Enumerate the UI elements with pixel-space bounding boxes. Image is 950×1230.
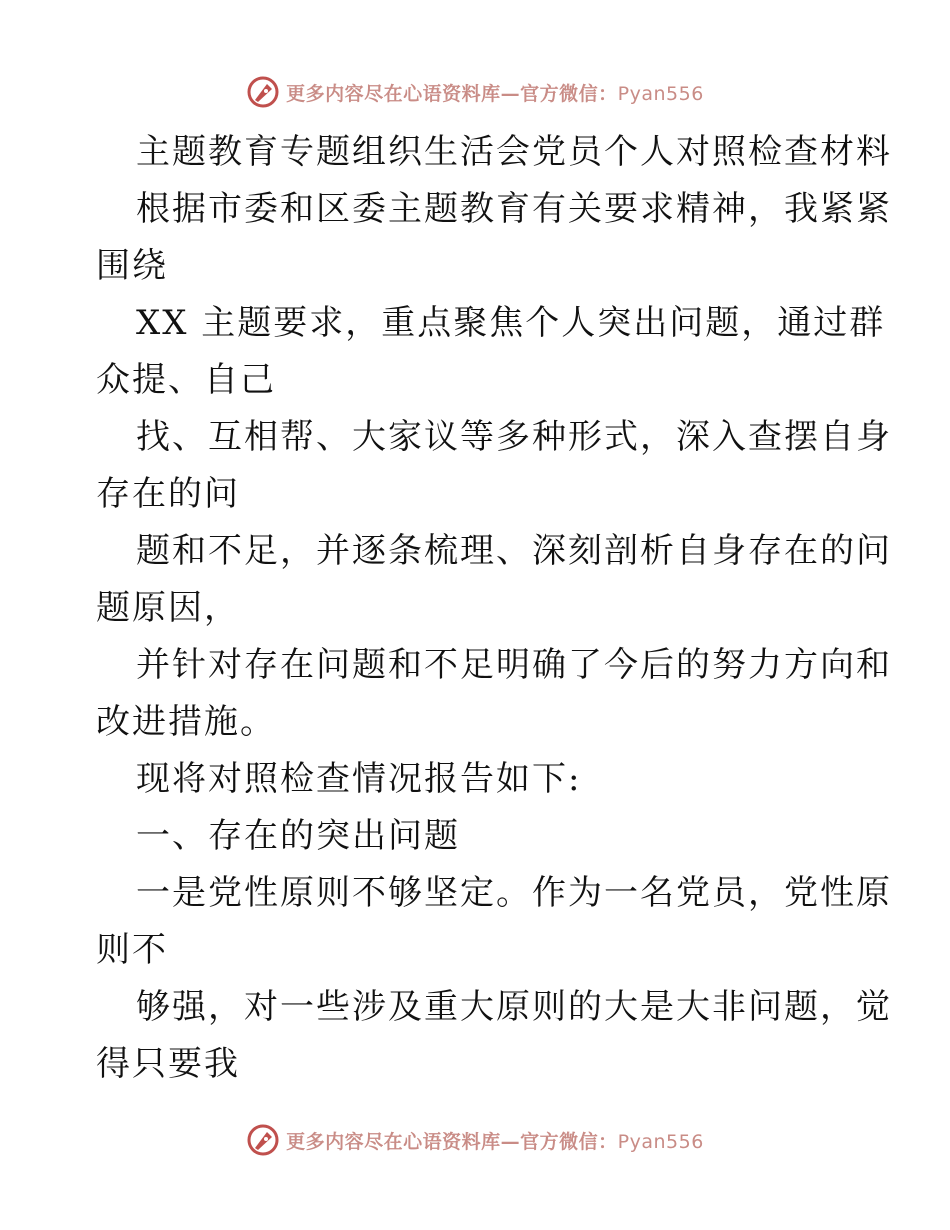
paragraph-line: 题原因， [96, 588, 240, 628]
paragraph-line: 根据市委和区委主题教育有关要求精神，我紧紧 [136, 189, 892, 229]
paragraph-line: 改进措施。 [96, 702, 276, 742]
paragraph-line: 题和不足，并逐条梳理、深刻剖析自身存在的问 [136, 531, 892, 571]
watermark-handle: Pyan556 [617, 82, 704, 105]
paragraph-line: 众提、自己 [96, 360, 276, 400]
watermark-label: 更多内容尽在心语资料库—官方微信： [286, 1130, 618, 1153]
paragraph-line: 够强，对一些涉及重大原则的大是大非问题，觉 [136, 987, 892, 1027]
watermark-text [286, 79, 704, 106]
watermark-handle: Pyan556 [617, 1130, 704, 1153]
pen-nib-logo-icon [246, 75, 280, 109]
paragraph-line: 存在的问 [96, 474, 240, 514]
paragraph-line: 则不 [96, 930, 168, 970]
watermark-text [286, 1127, 704, 1154]
paragraph-line: 并针对存在问题和不足明确了今后的努力方向和 [136, 645, 892, 685]
paragraph-line: 现将对照检查情况报告如下: [136, 759, 582, 799]
pen-nib-logo-icon [246, 1123, 280, 1157]
paragraph-line: 得只要我 [96, 1044, 240, 1084]
paragraph-line: XX 主题要求，重点聚焦个人突出问题，通过群 [136, 303, 886, 343]
watermark-banner-top [0, 72, 950, 112]
watermark-banner-bottom [0, 1120, 950, 1160]
paragraph-line: 找、互相帮、大家议等多种形式，深入查摆自身 [136, 417, 892, 457]
watermark-label: 更多内容尽在心语资料库—官方微信： [286, 82, 618, 105]
document-title: 主题教育专题组织生活会党员个人对照检查材料 [136, 132, 892, 172]
paragraph-line: 围绕 [96, 246, 168, 286]
section-heading: 一、存在的突出问题 [136, 816, 460, 856]
paragraph-line: 一是党性原则不够坚定。作为一名党员，党性原 [136, 873, 892, 913]
